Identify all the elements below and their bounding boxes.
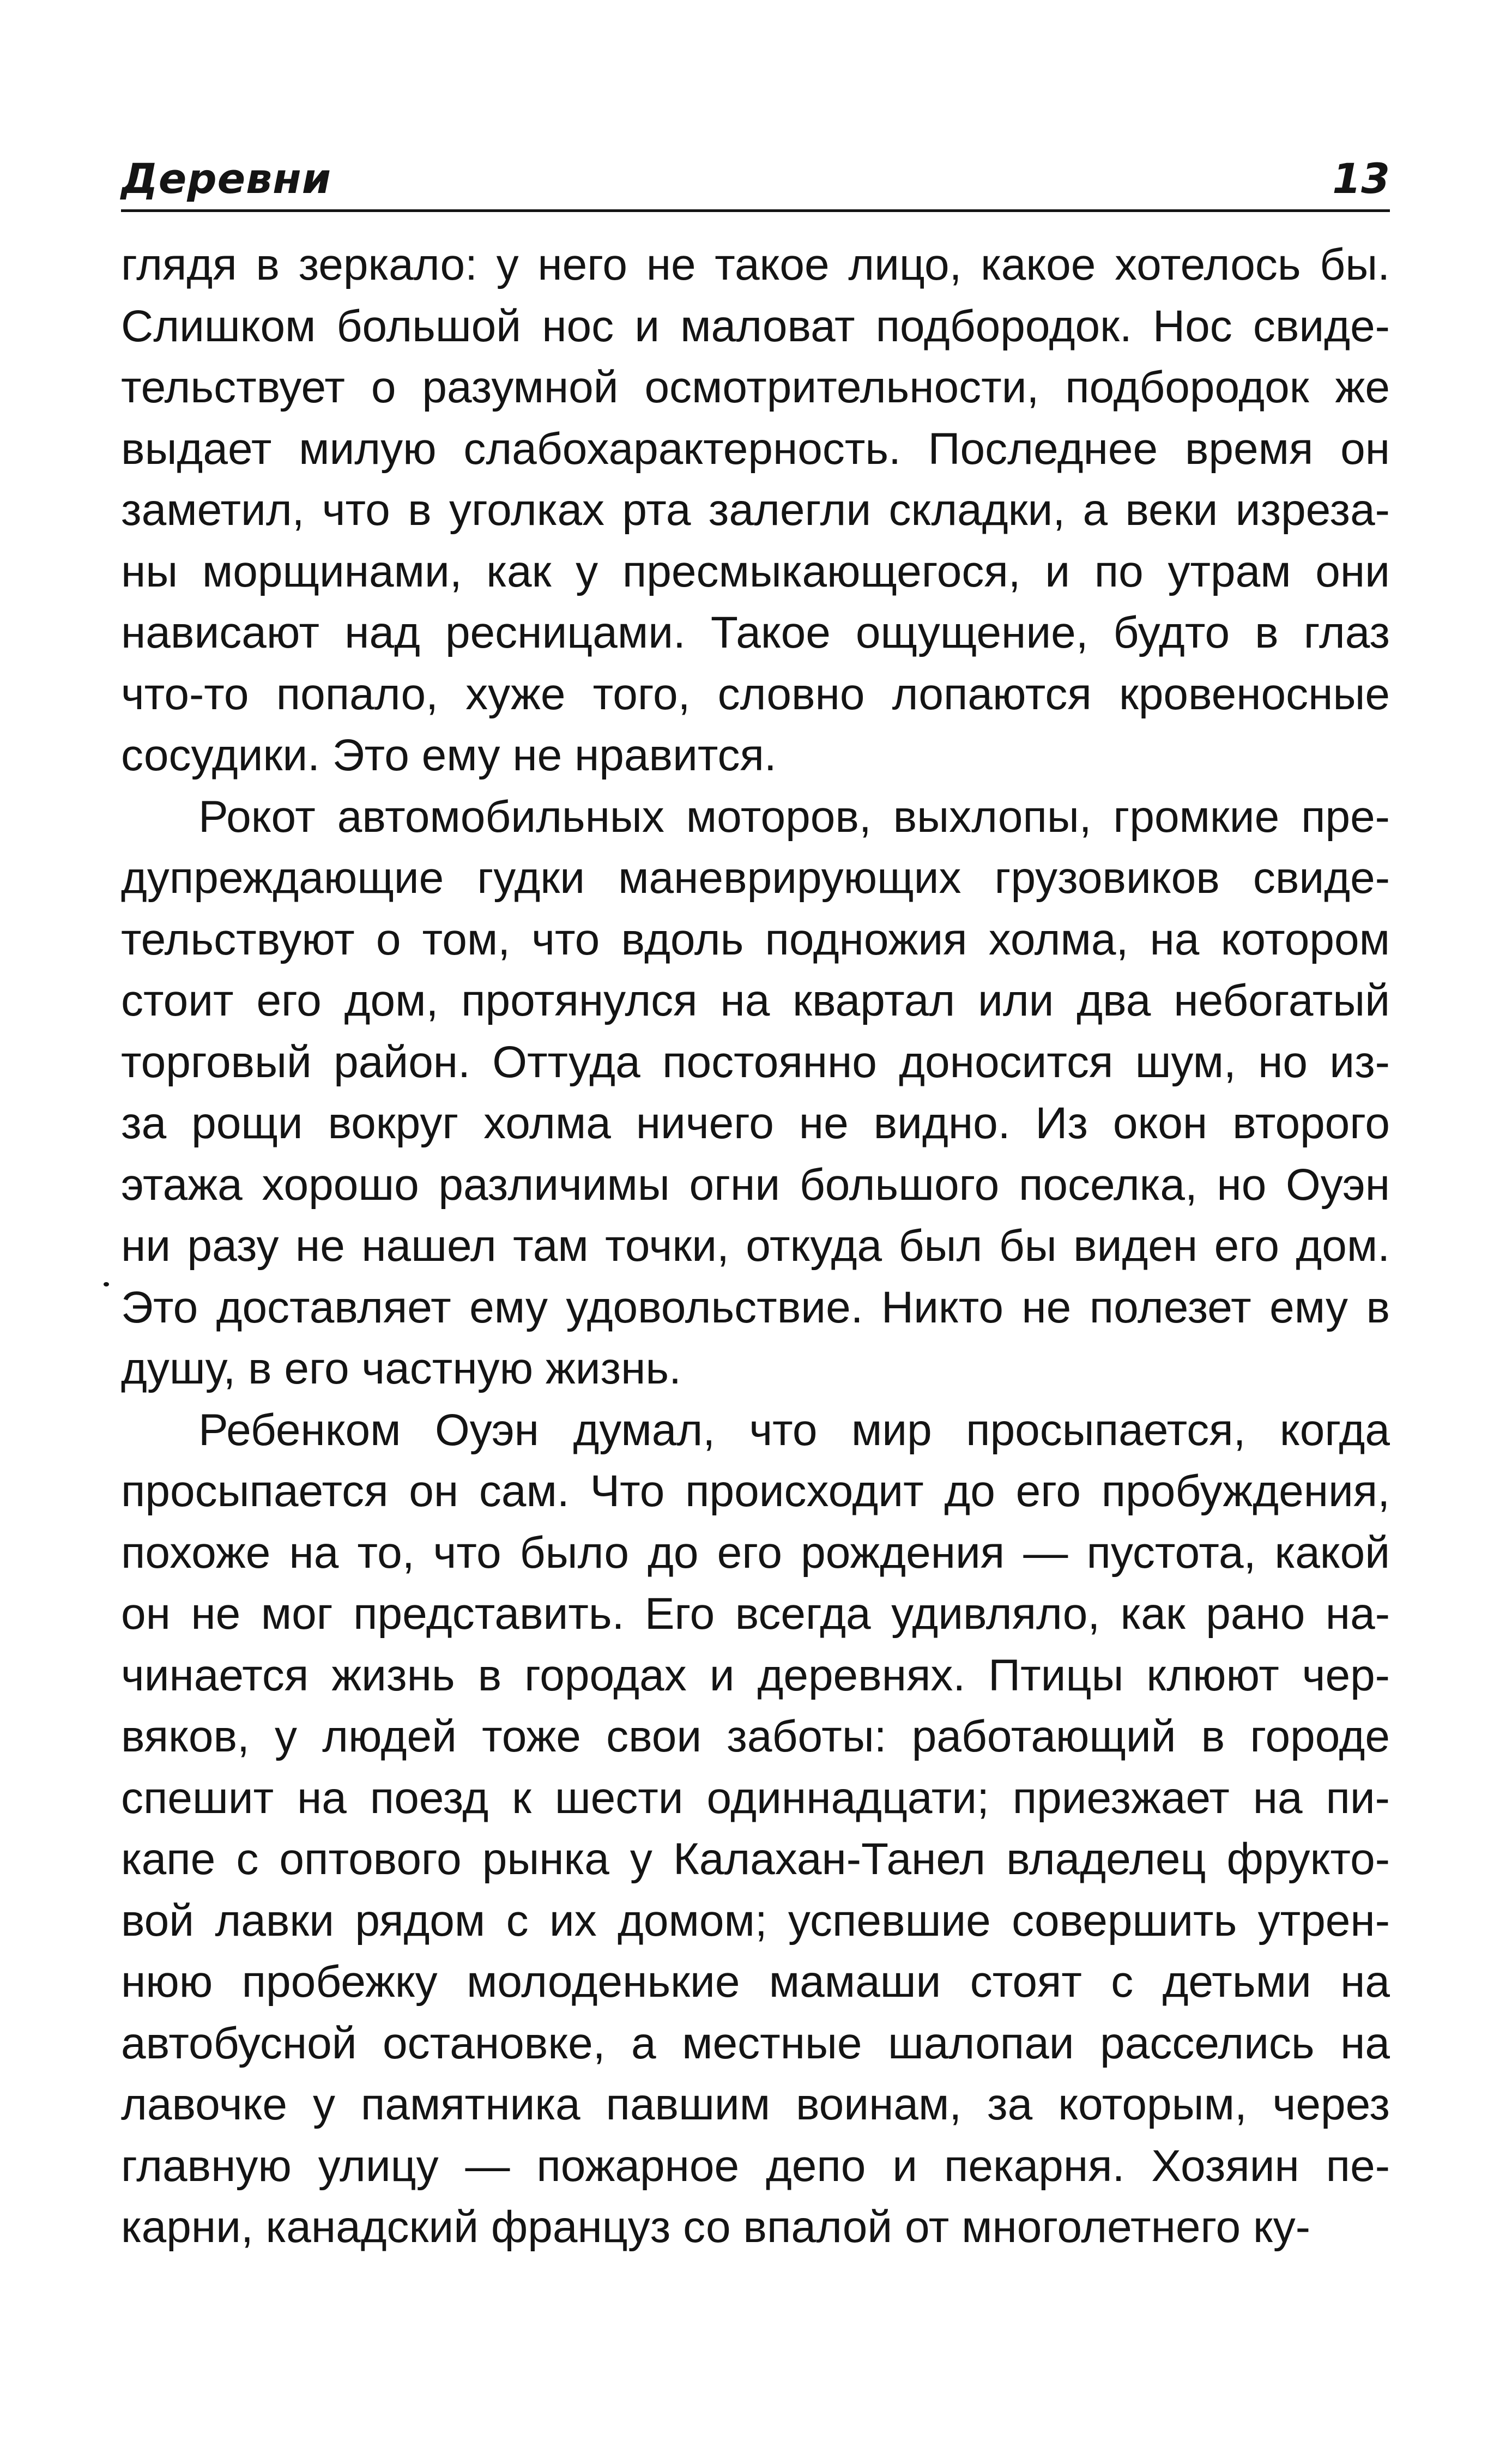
text-line: Ребенком Оуэн думал, что мир просыпается, когда — [198, 1405, 1390, 1455]
text-line: капе с оптового рынка у Калахан-Танел владелец фрукто- — [121, 1834, 1390, 1884]
text-line: дупреждающие гудки маневрирующих грузовиков свиде- — [121, 853, 1390, 903]
text-line: сосудики. Это ему не нравится. — [121, 730, 777, 780]
text-line: тельствует о разумной осмотрительности, подбородок же — [121, 362, 1390, 412]
paragraph — [121, 1400, 1390, 2258]
paragraph — [121, 234, 1390, 787]
text-line: глядя в зеркало: у него не такое лицо, какое хотелось бы. — [121, 240, 1390, 289]
text-line: Рокот автомобильных моторов, выхлопы, громкие пре- — [198, 792, 1390, 842]
text-line: тельствуют о том, что вдоль подножия холма, на котором — [121, 914, 1390, 964]
paragraph — [121, 787, 1390, 1400]
text-line: нюю пробежку молоденькие мамаши стоят с детьми на — [121, 1957, 1390, 2007]
text-line: чинается жизнь в городах и деревнях. Птицы клюют чер- — [121, 1650, 1390, 1700]
text-line: спешит на поезд к шести одиннадцати; приезжает на пи- — [121, 1773, 1390, 1823]
text-line: главную улицу — пожарное депо и пекарня. Хозяин пе- — [121, 2141, 1390, 2191]
text-line: этажа хорошо различимы огни большого поселка, но Оуэн — [121, 1159, 1390, 1210]
body-text — [121, 234, 1390, 2258]
text-line: Слишком большой нос и маловат подбородок. Нос свиде- — [121, 301, 1390, 351]
text-line: за рощи вокруг холма ничего не видно. Из окон второго — [121, 1098, 1390, 1148]
text-line: ны морщинами, как у пресмыкающегося, и по утрам они — [121, 546, 1390, 596]
text-line: ни разу не нашел там точки, откуда был бы виден его дом. — [121, 1221, 1390, 1271]
text-line: карни, канадский француз со впалой от многолетнего ку- — [121, 2202, 1311, 2252]
text-line: заметил, что в уголках рта залегли складки, а веки изреза- — [121, 485, 1390, 535]
text-line: просыпается он сам. Что происходит до его пробуждения, — [121, 1466, 1390, 1516]
text-line: стоит его дом, протянулся на квартал или два небогатый — [121, 976, 1390, 1025]
text-line: выдает милую слабохарактерность. Последнее время он — [121, 424, 1390, 474]
text-line: лавочке у памятника павшим воинам, за которым, через — [121, 2080, 1390, 2129]
text-line: автобусной остановке, а местные шалопаи расселись на — [121, 2018, 1390, 2068]
text-line: похоже на то, что было до его рождения — пустота, какой — [121, 1527, 1390, 1578]
page-header — [121, 152, 1390, 212]
text-line: нависают над ресницами. Такое ощущение, будто в глаз — [121, 608, 1390, 657]
text-line: он не мог представить. Его всегда удивляло, как рано на- — [121, 1589, 1390, 1639]
running-head: Деревни — [121, 154, 332, 203]
text-line: вяков, у людей тоже свои заботы: работающий в городе — [121, 1712, 1390, 1761]
text-line: что-то попало, хуже того, словно лопаются кровеносные — [121, 669, 1390, 719]
text-line: торговый район. Оттуда постоянно доносится шум, но из- — [121, 1037, 1390, 1087]
text-line: Это доставляет ему удовольствие. Никто не полезет ему в — [121, 1282, 1390, 1332]
text-line: вой лавки рядом с их домом; успевшие совершить утрен- — [121, 1895, 1390, 1946]
header-rule — [121, 209, 1390, 212]
page-number: 13 — [1332, 154, 1390, 203]
margin-dot — [104, 1282, 109, 1286]
text-line: душу, в его частную жизнь. — [121, 1344, 681, 1393]
